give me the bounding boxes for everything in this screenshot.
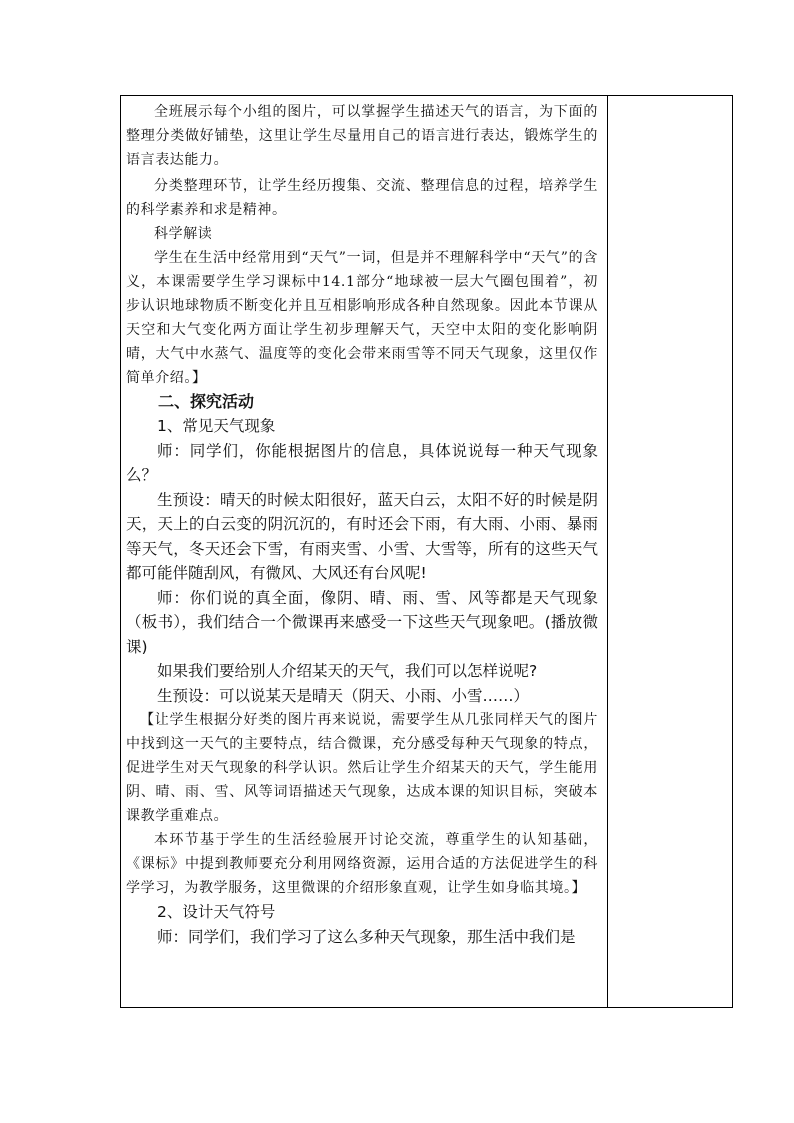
paragraph-teacher-symbols: 师：同学们，我们学习了这么多种天气现象，那生活中我们是 [157, 927, 576, 946]
lesson-content-cell [126, 100, 598, 949]
lesson-table [120, 95, 733, 1008]
paragraph-teacher-question: 师：同学们，你能根据图片的信息，具体说说每一种天气现象么？ [126, 441, 598, 484]
paragraph-question: 如果我们要给别人介绍某天的天气，我们可以怎样说呢? [157, 662, 538, 680]
paragraph-student-answer: 生预设：晴天的时候太阳很好，蓝天白云，太阳不好的时候是阴天，天上的白云变的阴沉沉的，有时还会下雨，有大雨、小雨、暴雨等天气，冬天还会下雪，有雨夹雪、小雪、大雪等，所有的这些天气都可能伴随刮风，有微风、大风还有台风呢! [126, 490, 598, 582]
subheading-weather-phenomena: 1、常见天气现象 [157, 417, 276, 435]
subheading-weather-symbols: 2、设计天气符号 [157, 903, 276, 921]
section-label-science-reading: 科学解读 [154, 226, 213, 242]
paragraph-2: 分类整理环节，让学生经历搜集、交流、整理信息的过程，培养学生的科学素养和求是精神。 [126, 178, 598, 218]
paragraph-1: 全班展示每个小组的图片，可以掌握学生描述天气的语言，为下面的整理分类做好铺垫，这里让学生尽量用自己的语言进行表达，锻炼学生的语言表达能力。 [126, 104, 598, 168]
paragraph-design-note-2: 本环节基于学生的生活经验展开讨论交流，尊重学生的认知基础，《课标》中提到教师要充分利用网络资源，运用合适的方法促进学生的科学学习，为教学服务，这里微课的介绍形象直观，让学生如身临其境。】 [126, 832, 598, 896]
section-heading-inquiry: 二、探究活动 [158, 392, 255, 411]
paragraph-student-example: 生预设：可以说某天是晴天（阴天、小雨、小雪……） [157, 686, 530, 705]
paragraph-design-note-1: 【让学生根据分好类的图片再来说说，需要学生从几张同样天气的图片中找到这一天气的主要特点，结合微课，充分感受每种天气现象的特点，促进学生对天气现象的科学认识。然后让学生介绍某天的天气，学生能用阴、晴、雨、雪、风等词语描述天气现象，达成本课的知识目标，突破本课教学重难点。 [126, 712, 598, 824]
paragraph-teacher-summary: 师：你们说的真全面，像阴、晴、雨、雪、风等都是天气现象（板书），我们结合一个微课再来感受一下这些天气现象吧。(播放微课) [126, 588, 598, 656]
paragraph-science-reading: 学生在生活中经常用到“天气”一词，但是并不理解科学中“天气”的含义，本课需要学生学习课标中14.1部分“地球被一层大气圈包围着”，初步认识地球物质不断变化并且互相影响形成各种自然现象。因此本节课从天空和大气变化两方面让学生初步理解天气，天空中太阳的变化影响阴晴，大气中水蒸气、温度等的变化会带来雨雪等不同天气现象，这里仅作简单介绍。】 [126, 250, 598, 386]
column-divider [607, 96, 608, 1007]
